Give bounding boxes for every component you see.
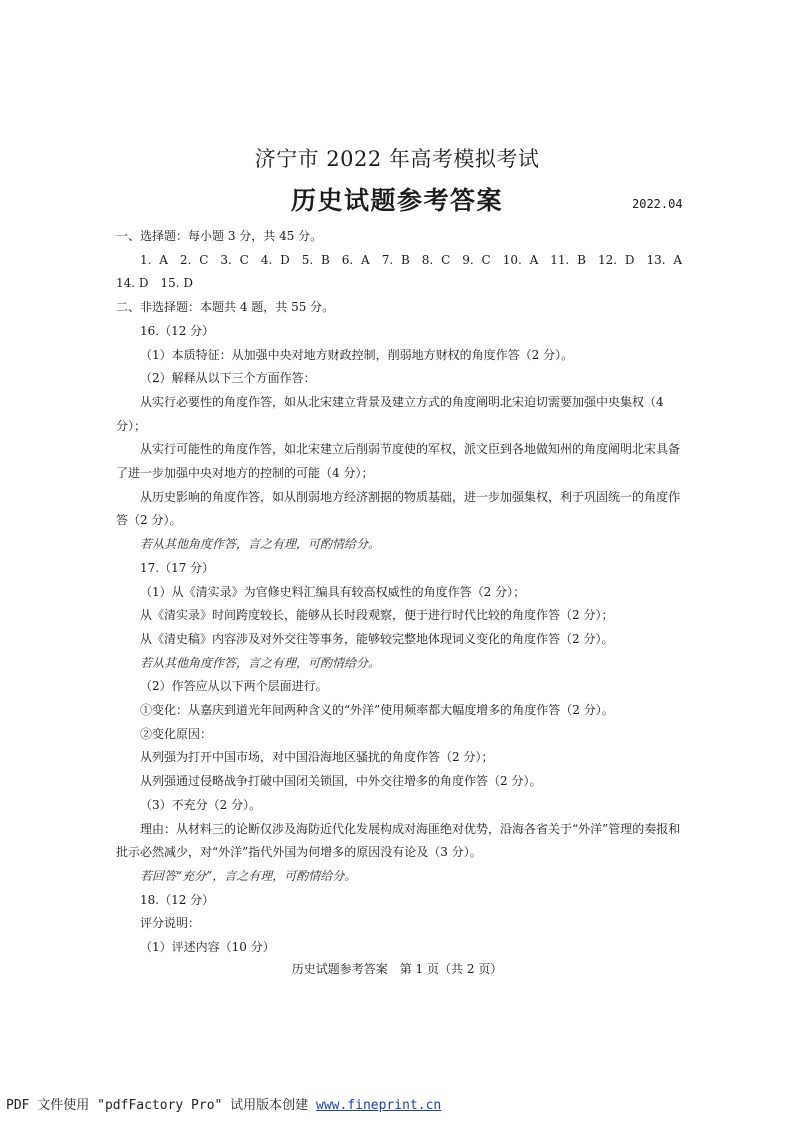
q16-paragraph: 从历史影响的角度作答，如从削弱地方经济割据的物质基础，进一步加强集权，利于巩固统一的角度作答（2 分）。 [116, 489, 681, 528]
q17-paragraph: 从《清实录》时间跨度较长，能够从长时段观察，便于进行时代比较的角度作答（2 分）； [140, 608, 614, 623]
document-date: 2022.04 [632, 197, 683, 211]
q17-scoring-note: 若回答“充分”，言之有理，可酌情给分。 [140, 868, 357, 883]
q18-paragraph: 评分说明： [140, 916, 201, 931]
q17-paragraph: （2）作答应从以下两个层面进行。 [140, 679, 328, 694]
q18-paragraph: （1）评述内容（10 分） [140, 940, 275, 955]
q16-scoring-note: 若从其他角度作答，言之有理，可酌情给分。 [140, 537, 381, 552]
q17-paragraph: 从列强为打开中国市场，对中国沿海地区骚扰的角度作答（2 分）； [140, 750, 494, 765]
part2-heading: 二、非选择题：本题共 4 题，共 55 分。 [116, 300, 335, 315]
q17-paragraph: （3）不充分（2 分）。 [140, 797, 262, 812]
page-footer: 历史试题参考答案 第 1 页（共 2 页） [291, 962, 503, 976]
answer-body [116, 225, 684, 960]
watermark-text: PDF 文件使用 "pdfFactory Pro" 试用版本创建 [6, 1098, 317, 1113]
part1-heading: 一、选择题：每小题 3 分，共 45 分。 [116, 229, 323, 243]
q16-paragraph: 从实行必要性的角度作答，如从北宋建立背景及建立方式的角度阐明北宋迫切需要加强中央集权（4 分）； [116, 394, 664, 433]
document-title: 历史试题参考答案 [290, 186, 503, 215]
q17-paragraph: 理由：从材料三的论断仅涉及海防近代化发展构成对海匪绝对优势，沿海各省关于“外洋”管理的奏报和批示必然减少，对“外洋”指代外国为何增多的原因没有论及（3 分）。 [116, 821, 681, 860]
q16-title: 16.（12 分） [140, 323, 215, 338]
part1-answers-line1: 1. A 2. C 3. C 4. D 5. B 6. A 7. B 8. C 9. C 10. A 11. B 12. D 13. A [140, 252, 683, 267]
q16-paragraph: （2）解释从以下三个方面作答： [140, 371, 316, 386]
q17-title: 17.（17 分） [140, 560, 215, 575]
q17-paragraph: ②变化原因： [140, 726, 213, 741]
q17-scoring-note: 若从其他角度作答，言之有理，可酌情给分。 [140, 655, 381, 670]
exam-title: 济宁市 2022 年高考模拟考试 [254, 147, 540, 171]
q17-paragraph: （1）从《清实录》为官修史料汇编具有较高权威性的角度作答（2 分）； [140, 584, 526, 599]
q17-paragraph: 从列强通过侵略战争打破中国闭关锁国，中外交往增多的角度作答（2 分）。 [140, 774, 542, 789]
q16-paragraph: 从实行可能性的角度作答，如北宋建立后削弱节度使的军权，派文臣到各地做知州的角度阐明北宋具备了进一步加强中央对地方的控制的可能（4 分）； [116, 442, 681, 481]
q16-paragraph: （1）本质特征：从加强中央对地方财政控制，削弱地方财权的角度作答（2 分）。 [140, 347, 574, 362]
q17-paragraph: ①变化：从嘉庆到道光年间两种含义的“外洋”使用频率都大幅度增多的角度作答（2 分）。 [140, 703, 614, 718]
pdf-watermark [6, 1094, 441, 1113]
q17-paragraph: 从《清史稿》内容涉及对外交往等事务，能够较完整地体现词义变化的角度作答（2 分）。 [140, 631, 614, 646]
q18-title: 18.（12 分） [140, 892, 215, 907]
part1-answers-line2: 14. D 15. D [116, 276, 194, 291]
watermark-link[interactable]: www.fineprint.cn [316, 1098, 442, 1113]
